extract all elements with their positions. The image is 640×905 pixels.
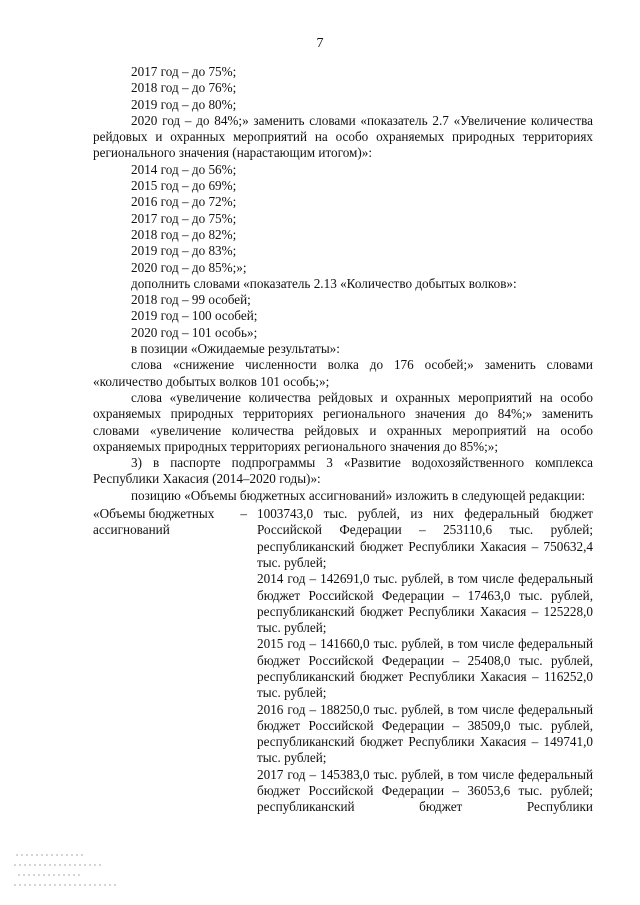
year-line: 2015 год – до 69%;: [131, 178, 237, 194]
budget-entry: 2014 год – 142691,0 тыс. рублей, в том числе федеральный бюджет Российской Федерации – 17463,0 тыс. рублей, республиканский бюджет Республики Хакасия – 125228,0 тыс. рублей;: [257, 571, 593, 636]
add-words-paragraph: дополнить словами «показатель 2.13 «Количество добытых волков»:: [131, 275, 517, 291]
wolves-paragraph: слова «снижение численности волка до 176 особей;» заменить словами «количество добытых волков 101 особь;»;: [93, 357, 593, 389]
faint-stamp-mark: [12, 848, 122, 894]
expected-results-paragraph: в позиции «Ожидаемые результаты»:: [131, 341, 340, 357]
position-paragraph: позицию «Объемы бюджетных ассигнований» изложить в следующей редакции:: [131, 487, 586, 503]
year-line: 2019 год – до 83%;: [131, 243, 237, 259]
page-number: 7: [316, 36, 324, 51]
document-body: [93, 64, 593, 816]
year-line: 2018 год – до 82%;: [131, 226, 237, 242]
budget-entry: 2017 год – 145383,0 тыс. рублей, в том числе федеральный бюджет Российской Федерации – 36053,6 тыс. рублей; республиканский бюджет Республики: [257, 766, 593, 815]
budget-entry: 2016 год – 188250,0 тыс. рублей, в том числе федеральный бюджет Российской Федерации – 38509,0 тыс. рублей, республиканский бюджет Республики Хакасия – 149741,0 тыс. рублей;: [257, 701, 593, 766]
raids-paragraph: слова «увеличение количества рейдовых и охранных мероприятий на особо охраняемых природных территориях регионального значения до 84%;» заменить словами «увеличение количества рейдовых и охранных мероприятий на особо охраняемых природных территориях регионального значения до 85%;»;: [93, 389, 593, 454]
year-line: 2020 год – до 85%;»;: [131, 259, 247, 275]
replacement-paragraph: 2020 год – до 84%;» заменить словами «показатель 2.7 «Увеличение количества рейдовых и охранных мероприятий на особо охраняемых природных территориях регионального значения (нарастающим итогом)»:: [93, 112, 593, 161]
year-line: 2020 год – 101 особь»;: [131, 324, 258, 340]
budget-entry: 1003743,0 тыс. рублей, из них федеральный бюджет Российской Федерации – 253110,6 тыс. рублей; республиканский бюджет Республики Хакасия – 750632,4 тыс. рублей;: [257, 506, 593, 570]
year-line: 2019 год – до 80%;: [131, 96, 237, 112]
year-line: 2019 год – 100 особей;: [131, 308, 258, 324]
budget-table-content: [251, 506, 593, 816]
year-line: 2017 год – до 75%;: [131, 64, 237, 79]
budget-table: [93, 506, 593, 816]
year-line: 2016 год – до 72%;: [131, 194, 237, 210]
budget-table-label: [93, 506, 251, 816]
year-line: 2014 год – до 56%;: [131, 161, 237, 177]
budget-label-line-1: «Объемы бюджетных: [93, 506, 215, 522]
budget-label-line-2: ассигнований: [93, 522, 170, 538]
year-line: 2017 год – до 75%;: [131, 210, 237, 226]
year-line: 2018 год – до 76%;: [131, 80, 237, 96]
budget-label-dash: –: [240, 506, 247, 522]
passport-paragraph: 3) в паспорте подпрограммы 3 «Развитие водохозяйственного комплекса Республики Хакасия (2014–2020 годы)»:: [93, 455, 593, 487]
year-line: 2018 год – 99 особей;: [131, 292, 251, 308]
budget-entry: 2015 год – 141660,0 тыс. рублей, в том числе федеральный бюджет Российской Федерации – 25408,0 тыс. рублей, республиканский бюджет Республики Хакасия – 116252,0 тыс. рублей;: [257, 636, 593, 701]
